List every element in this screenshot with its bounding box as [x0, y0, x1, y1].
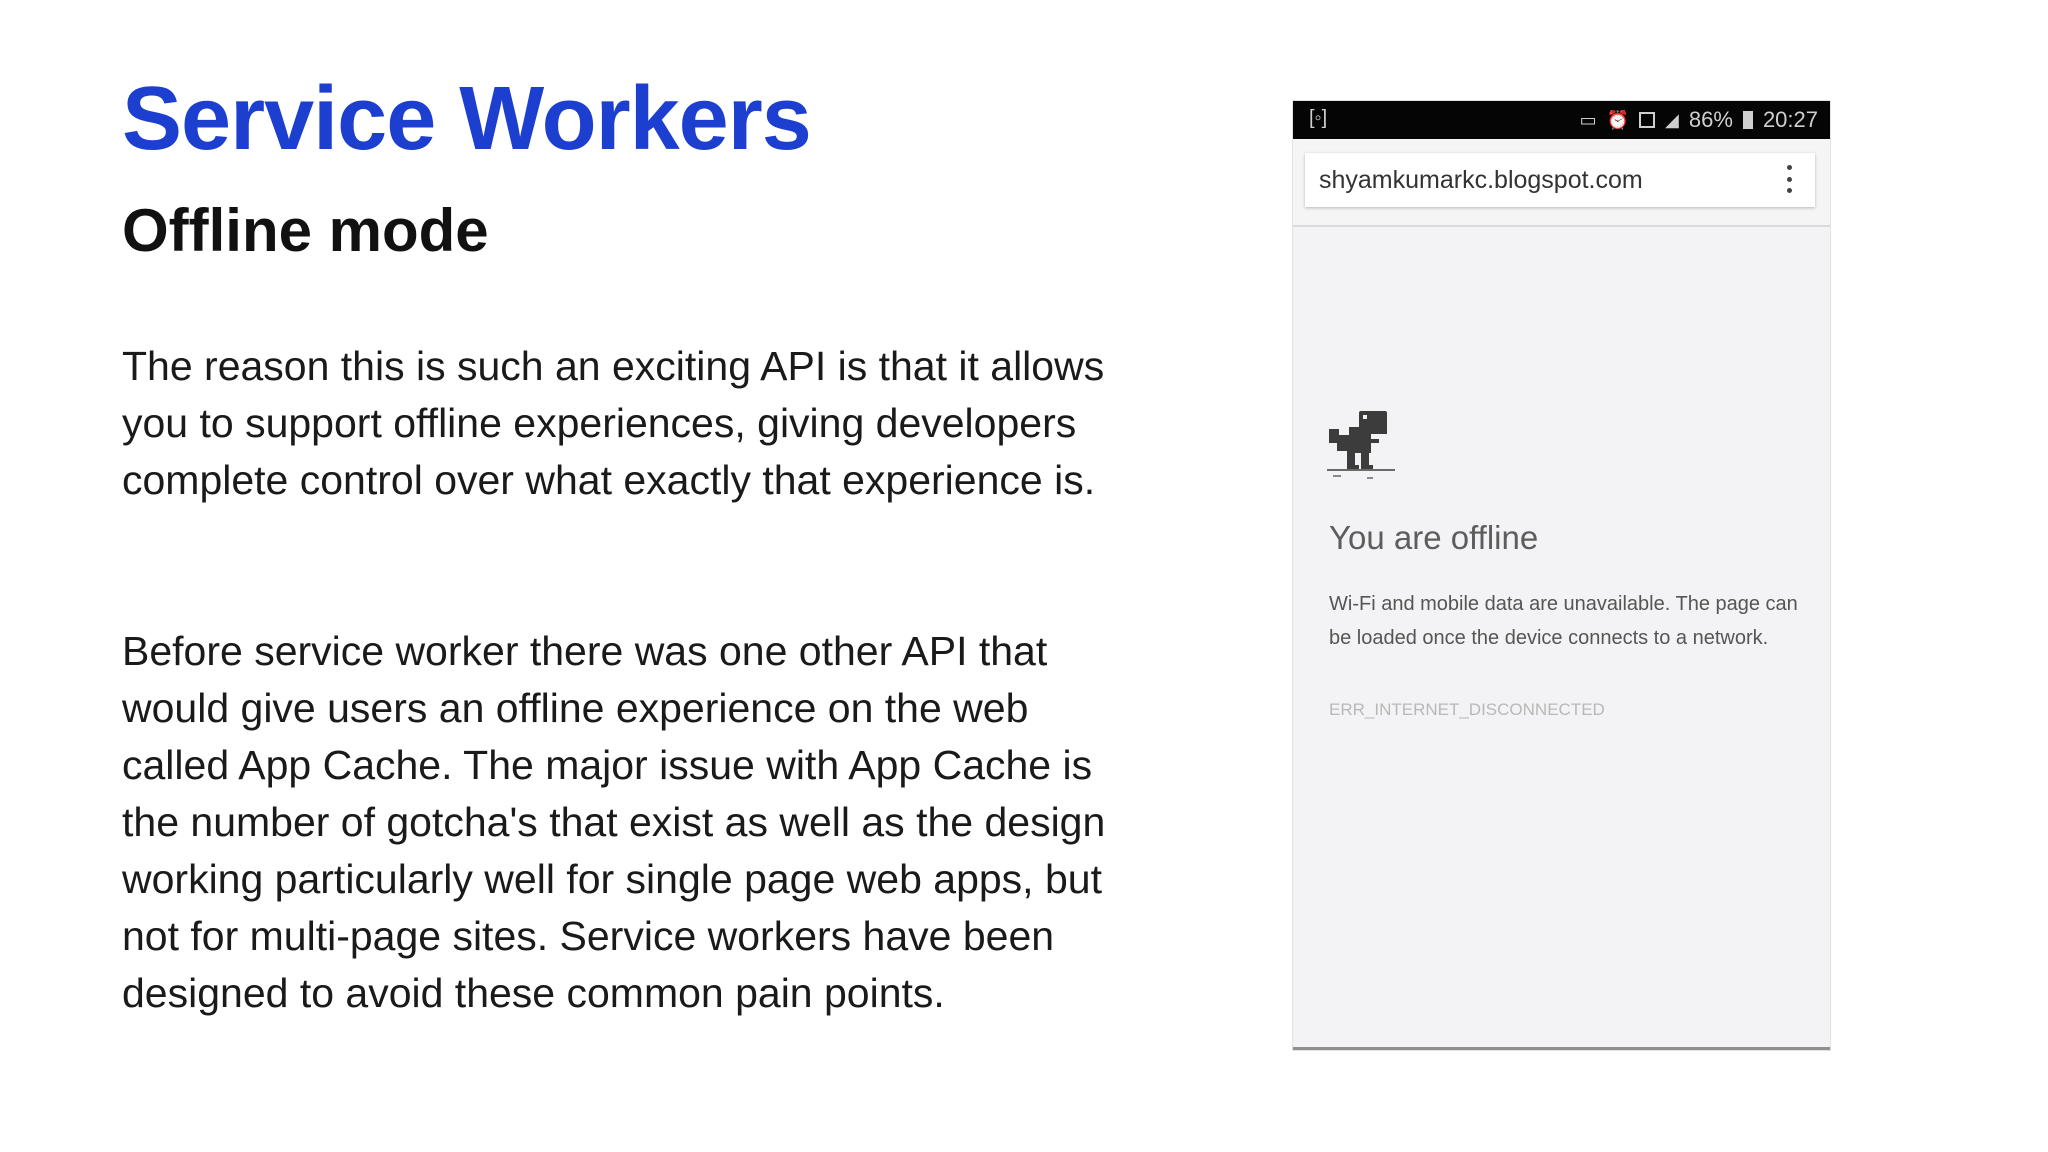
- slide-subtitle: Offline mode: [122, 197, 489, 264]
- status-time: 20:27: [1762, 107, 1818, 132]
- phone-bottom-edge: [1293, 1047, 1830, 1050]
- alarm-icon: ⏰: [1606, 109, 1630, 130]
- offline-title: You are offline: [1329, 519, 1539, 556]
- phone-screenshot: [1293, 101, 1830, 1050]
- status-icons: [1580, 107, 1818, 133]
- browser-toolbar: [1293, 139, 1830, 227]
- paragraph-1: The reason this is such an exciting API is that it allows you to support offline experiences, giving developers complete control over what exactly that experience is.: [122, 343, 1105, 503]
- status-bar: [1293, 101, 1830, 139]
- screenshot-icon: [◦]: [1309, 107, 1328, 129]
- sim-icon: [1639, 112, 1655, 128]
- paragraph-2: Before service worker there was one other API that would give users an offline experience on the web called App Cache. The major issue with App Cache is the number of gotcha's that exist as well as the design working particularly well for single page web apps, but not for multi-page sites. Service workers have been designed to avoid these common pain points.: [122, 628, 1106, 1016]
- slide-title: Service Workers: [122, 69, 811, 169]
- url-bar[interactable]: [1305, 153, 1815, 207]
- overflow-menu-icon[interactable]: [1787, 165, 1793, 193]
- offline-description: Wi-Fi and mobile data are unavailable. The page can be loaded once the device connects to a network.: [1329, 593, 1798, 649]
- battery-icon: [1743, 111, 1753, 129]
- signal-icon: ◢: [1665, 109, 1679, 130]
- nfc-icon: ▭: [1579, 109, 1597, 130]
- dino-icon: [1327, 411, 1395, 481]
- error-code: ERR_INTERNET_DISCONNECTED: [1329, 700, 1605, 719]
- battery-percent: 86%: [1688, 107, 1733, 132]
- url-text[interactable]: shyamkumarkc.blogspot.com: [1319, 166, 1643, 194]
